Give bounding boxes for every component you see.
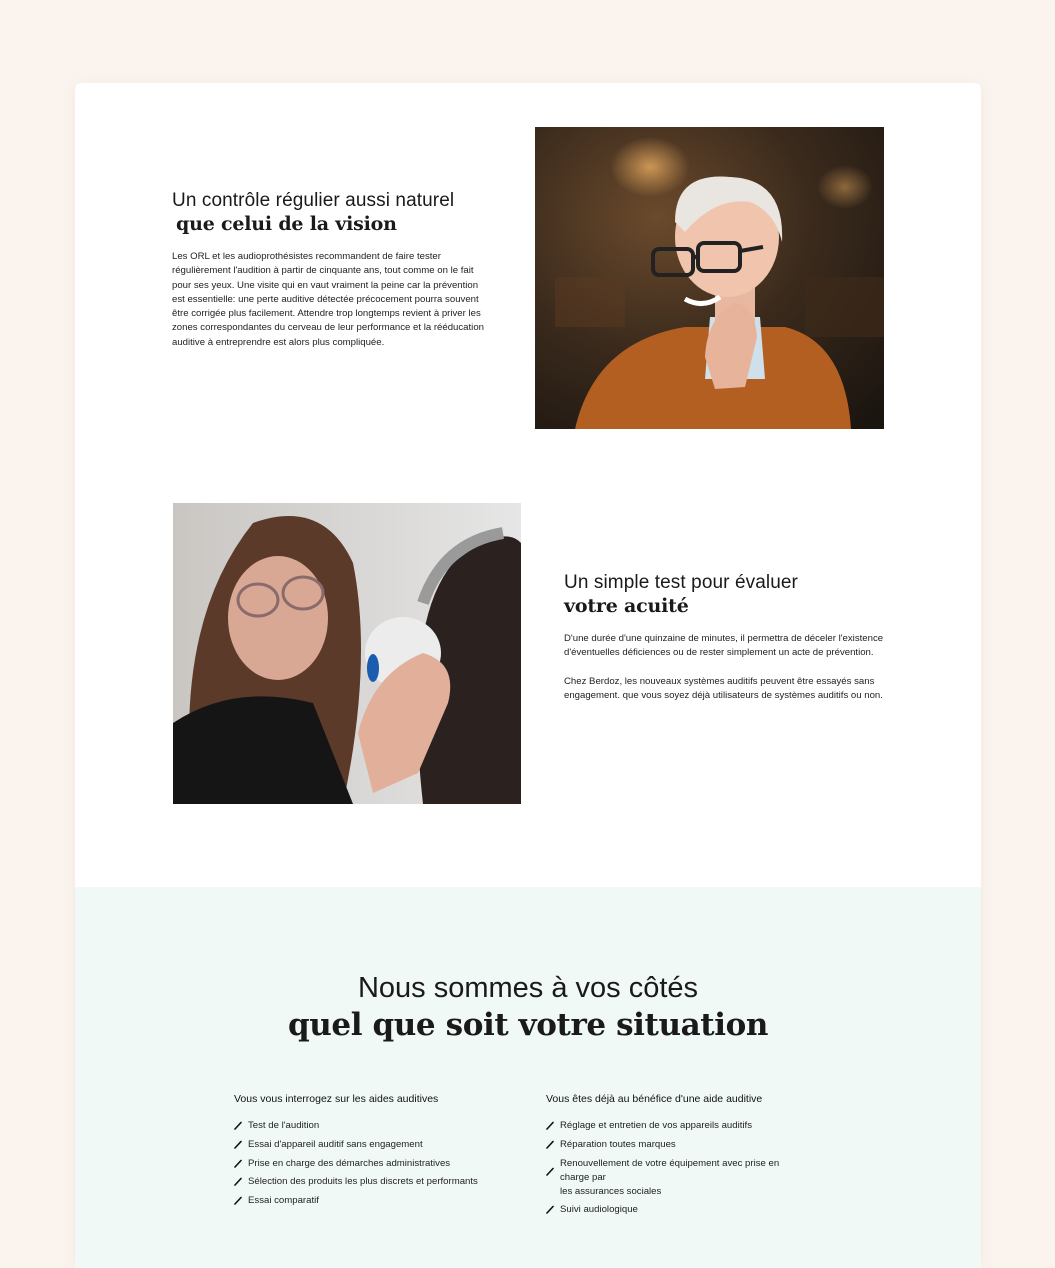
list-item: Prise en charge des démarches administratives	[234, 1157, 514, 1171]
slash-tick-icon	[234, 1196, 243, 1205]
list-existing-users-heading: Vous êtes déjà au bénéfice d'une aide auditive	[546, 1093, 763, 1105]
band-title-light: Nous sommes à vos côtés	[357, 972, 699, 1004]
slash-tick-icon	[546, 1167, 555, 1176]
list-item: Sélection des produits les plus discrets et performants	[234, 1175, 514, 1189]
list-item: Renouvellement de votre équipement avec prise en charge par les assurances sociales	[546, 1157, 826, 1199]
section2-heading-serif: votre acuité	[564, 595, 689, 617]
section1-heading-light: Un contrôle régulier aussi naturel	[172, 190, 455, 211]
section1-heading-serif: que celui de la vision	[176, 213, 397, 235]
slash-tick-icon	[234, 1140, 243, 1149]
photo-hearing-test-headphones	[173, 503, 521, 804]
section-regular-check	[172, 190, 492, 350]
list-item: Réglage et entretien de vos appareils auditifs	[546, 1119, 826, 1133]
slash-tick-icon	[234, 1121, 243, 1130]
list-item: Test de l'audition	[234, 1119, 514, 1133]
band-title	[75, 971, 981, 1045]
list-existing-users	[546, 1093, 826, 1222]
list-item: Essai comparatif	[234, 1194, 514, 1208]
slash-tick-icon	[546, 1140, 555, 1149]
content-card	[75, 83, 981, 1268]
section-hearing-test	[564, 572, 884, 703]
section2-heading-light: Un simple test pour évaluer	[564, 572, 798, 593]
section2-paragraph-1: D'une durée d'une quinzaine de minutes, il permettra de déceler l'existence d'éventuelles déficiences ou de rester simplement un acte de prévention.	[564, 633, 884, 659]
photo-smiling-woman-glasses	[535, 127, 884, 429]
list-new-users-heading: Vous vous interrogez sur les aides auditives	[234, 1093, 439, 1105]
list-item: Essai d'appareil auditif sans engagement	[234, 1138, 514, 1152]
list-item: Réparation toutes marques	[546, 1138, 826, 1152]
slash-tick-icon	[234, 1159, 243, 1168]
list-item: Suivi audiologique	[546, 1203, 826, 1217]
slash-tick-icon	[546, 1205, 555, 1214]
section1-paragraph: Les ORL et les audioprothésistes recommandent de faire tester régulièrement l'audition à partir de cinquante ans, tout comme on le fait pour ses yeux. Une visite qui en vaut vraiment la peine car la prévention est essentielle: une perte auditive détectée précocement pourra souvent être corrigée plus facilement. Attendre trop longtemps revient à priver les zones correspondantes du cerveau de leur performance et la rééducation auditive à entreprendre est alors plus compliquée.	[172, 251, 484, 348]
support-band	[75, 887, 981, 1268]
band-title-serif: quel que soit votre situation	[288, 1007, 768, 1043]
slash-tick-icon	[546, 1121, 555, 1130]
list-new-users	[234, 1093, 514, 1213]
slash-tick-icon	[234, 1177, 243, 1186]
section2-paragraph-2: Chez Berdoz, les nouveaux systèmes auditifs peuvent être essayés sans engagement. que vous soyez déjà utilisateurs de systèmes auditifs ou non.	[564, 675, 883, 701]
